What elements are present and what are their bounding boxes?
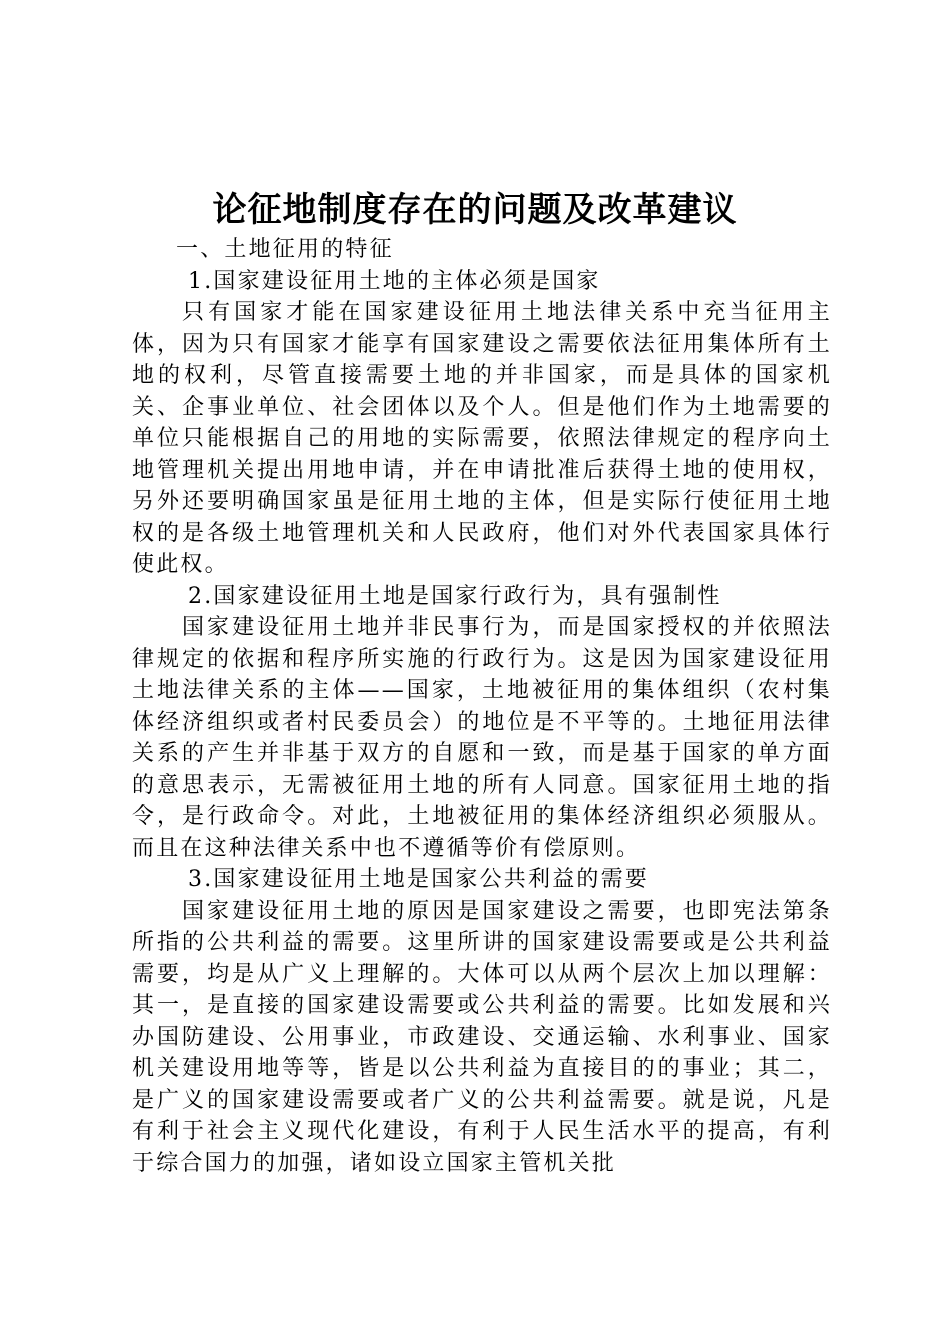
item-heading-1: 1.国家建设征用土地的主体必须是国家 (188, 268, 601, 294)
paragraph-1: 只有国家才能在国家建设征用土地法律关系中充当征用主体，因为只有国家才能享有国家建设之需要依法征用集体所有土地的权利，尽管直接需要土地的并非国家，而是具体的国家机关、企事业单位、社会团体以及个人。但是他们作为土地需要的单位只能根据自己的用地的实际需要，依照法律规定的程序向土地管理机关提出用地申请，并在申请批准后获得土地的使用权，另外还要明确国家虽是征用土地的主体，但是实际行使征用土地权的是各级土地管理机关和人民政府，他们对外代表国家具体行使此权。 (132, 300, 832, 577)
item-heading-2: 2.国家建设征用土地是国家行政行为，具有强制性 (188, 583, 722, 609)
item-heading-3: 3.国家建设征用土地是国家公共利益的需要 (188, 867, 649, 892)
document-title: 论征地制度存在的问题及改革建议 (212, 190, 738, 230)
paragraph-3: 国家建设征用土地的原因是国家建设之需要，也即宪法第条所指的公共利益的需要。这里所讲的国家建设需要或是公共利益需要，均是从广义上理解的。大体可以从两个层次上加以理解：其一，是直接的国家建设需要或公共利益的需要。比如发展和兴办国防建设、公用事业，市政建设、交通运输、水利事业、国家机关建设用地等等，皆是以公共利益为直接目的的事业；其二，是广义的国家建设需要或者广义的公共利益需要。就是说，凡是有利于社会主义现代化建设，有利于人民生活水平的提高，有利于综合国力的加强，诸如设立国家主管机关批 (132, 898, 832, 1176)
section-heading: 一、土地征用的特征 (176, 237, 394, 262)
document-body (132, 234, 832, 1179)
paragraph-2: 国家建设征用土地并非民事行为，而是国家授权的并依照法律规定的依据和程序所实施的行政行为。这是因为国家建设征用土地法律关系的主体——国家，土地被征用的集体组织（农村集体经济组织或者村民委员会）的地位是不平等的。土地征用法律关系的产生并非基于双方的自愿和一致，而是基于国家的单方面的意思表示，无需被征用土地的所有人同意。国家征用土地的指令，是行政命令。对此，土地被征用的集体经济组织必须服从。而且在这种法律关系中也不遵循等价有偿原则。 (132, 615, 832, 861)
